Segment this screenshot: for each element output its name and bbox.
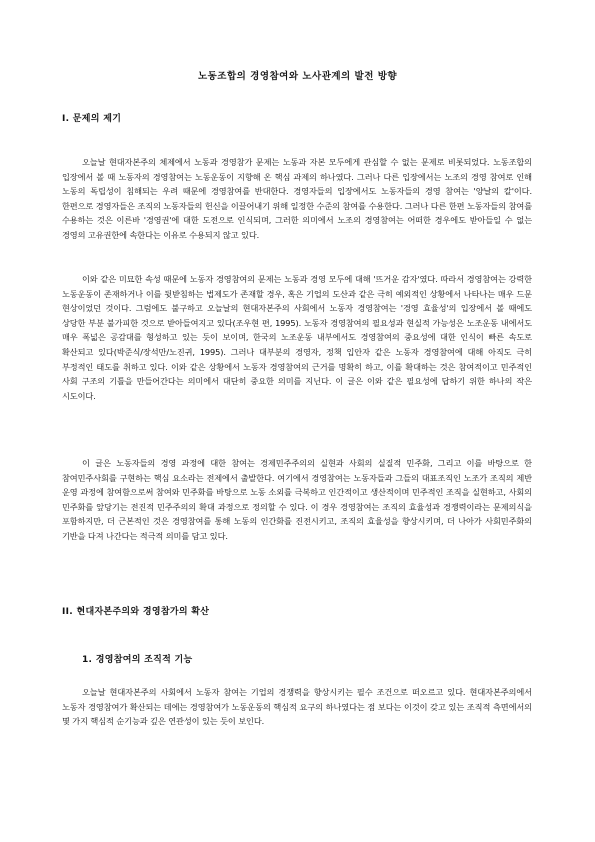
paragraph-1: 오늘날 현대자본주의 체제에서 노동과 경영참가 문제는 노동과 자본 모두에게 관심할 수 없는 문제로 비롯되었다. 노동조합의 입장에서 볼 때 노동자의 경영참여는 노동운동이 지향해 온 핵심 과제의 하나였다. 그러나 다른 입장에서는 노조의 경영 참여로 인해 노동의 독립성이 침해되는 우려 때문에 경영참여를 반대한다. 경영자들의 입장에서도 노동자들의 경영 참여는 '양날의 칼'이다. 한편으로 경영자들은 조직의 노동자들의 헌신을 이끌어내기 위해 일정한 수준의 참여를 수용한다. 그러나 다른 한편 노동자들의 참여를 수용하는 것은 이른바 '경영권'에 대한 도전으로 인식되며, 그러한 의미에서 노조의 경영참여는 어떠한 경우에도 받아들일 수 없는 경영의 고유권한에 속한다는 이유로 수용되지 않고 있다. <box>62 157 532 240</box>
section-heading-2: II. 현대자본주의와 경영참가의 확산 <box>62 607 210 617</box>
section-heading-1: I. 문제의 제기 <box>62 114 122 124</box>
paragraph-2: 이와 같은 미묘한 속성 때문에 노동자 경영참여의 문제는 노동과 경영 모두에 대해 '뜨거운 감자'였다. 따라서 경영참여는 강력한 노동운동이 존재하거나 이를 뒷받침하는 법제도가 존재할 경우, 혹은 기업의 도산과 같은 극히 예외적인 상황에서 나타나는 매우 드문 현상이었던 것이다. 그럼에도 불구하고 오늘날의 현대자본주의 사회에서 노동자 경영참여는 '경영 효율성'의 입장에서 볼 때에도 상당한 부분 불가피한 것으로 받아들여지고 있다(조우현 편, 1995). 노동자 경영참여의 필요성과 현실적 가능성은 노조운동 내에서도 매우 폭넓은 공감대를 형성하고 있는 듯이 보이며, 한국의 노조운동 내부에서도 경영참여의 중요성에 대한 인식이 빠른 속도로 확산되고 있다(박준식/장석만/노진귀, 1995). 그러나 대부분의 경영자, 정책 입안자 같은 노동자 경영참여에 대해 아직도 극히 부정적인 태도를 취하고 있다. 이와 같은 상황에서 노동자 경영참여의 근거를 명확히 하고, 이를 확대하는 것은 참여적이고 민주적인 사회 구조의 기틀을 만들어간다는 의미에서 대단히 중요한 의미를 지닌다. 이 글은 이와 같은 필요성에 답하기 위한 하나의 작은 시도이다. <box>62 274 532 401</box>
subsection-heading-1: 1. 경영참여의 조직적 기능 <box>82 655 193 665</box>
paragraph-4: 오늘날 현대자본주의 사회에서 노동자 참여는 기업의 경쟁력을 향상시키는 필수 조건으로 떠오르고 있다. 현대자본주의에서 노동자 경영참여가 확산되는 데에는 경영참여가 노동운동의 핵심적 요구의 하나였다는 점 보다는 이것이 갖고 있는 조직적 측면에서의 몇 가지 핵심적 순기능과 깊은 연관성이 있는 듯이 보인다. <box>62 687 532 727</box>
paragraph-3: 이 글은 노동자들의 경영 과정에 대한 참여는 경제민주주의의 실현과 사회의 실질적 민주화, 그리고 이를 바탕으로 한 참여민주사회를 구현하는 핵심 요소라는 전제에서 출발한다. 여기에서 경영참여는 노동자들과 그들의 대표조직인 노조가 조직의 제반 운영 과정에 참여함으로써 참여와 민주화를 바탕으로 노동 소외를 극복하고 인간적이고 생산적이며 민주적인 조직을 실현하고, 사회의 민주화를 앞당기는 전진적 민주주의의 확대 과정으로 정의할 수 있다. 이 경우 경영참여는 조직의 효율성과 경쟁력이라는 문제의식을 포함하지만, 더 근본적인 것은 경영참여를 통해 노동의 인간화를 진전시키고, 조직의 효율성을 향상시키며, 더 나아가 사회민주화의 기반을 다져 나간다는 적극적 의미를 담고 있다. <box>62 458 532 541</box>
document-title: 노동조합의 경영참여와 노사관계의 발전 방향 <box>197 71 398 82</box>
